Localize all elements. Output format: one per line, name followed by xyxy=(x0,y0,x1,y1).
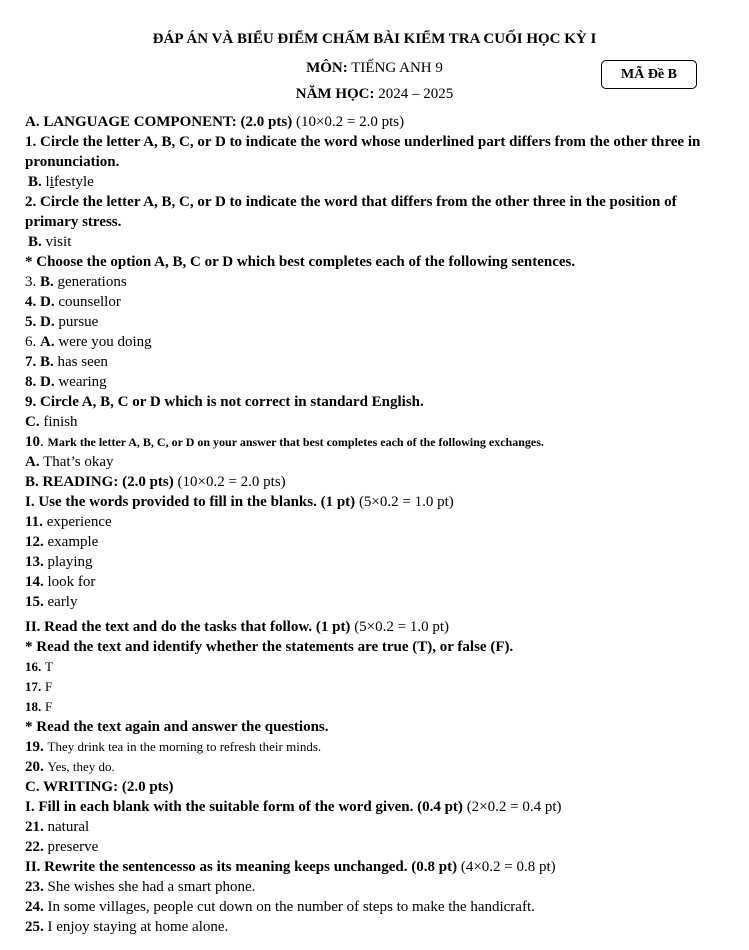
subject-value: TIẾNG ANH 9 xyxy=(351,60,443,76)
q10-answer xyxy=(25,452,705,472)
c-part2-answer-list xyxy=(25,877,705,937)
answer-letter: D. xyxy=(40,294,55,310)
answer-number: 15. xyxy=(25,594,44,610)
q10-number-sep: . xyxy=(40,434,44,450)
section-a-heading xyxy=(25,112,705,132)
answer-text: counsellor xyxy=(58,294,121,310)
answer-number-sep: . xyxy=(32,334,37,350)
c-part2-score: (4×0.2 = 0.8 pt) xyxy=(460,859,556,875)
q20-number: 20. xyxy=(25,759,44,775)
answer-text: has seen xyxy=(57,354,108,370)
answer-number: 14. xyxy=(25,574,44,590)
q9-instruction: 9. Circle A, B, C or D which is not correct in standard English. xyxy=(25,394,424,410)
answer-text: generations xyxy=(57,274,127,290)
answer-row xyxy=(25,837,705,857)
answer-letter: D. xyxy=(40,374,55,390)
answer-text: pursue xyxy=(58,314,99,330)
mc-answer-list xyxy=(25,272,705,392)
b-part2-heading xyxy=(25,617,705,637)
q1-letter: B. xyxy=(28,174,42,190)
q9-answer xyxy=(25,412,705,432)
answer-number: 11. xyxy=(25,514,43,530)
answer-text: I enjoy staying at home alone. xyxy=(47,919,229,935)
answer-row xyxy=(25,657,705,677)
answer-letter: A. xyxy=(40,334,55,350)
q20-text: Yes, they do. xyxy=(47,759,115,774)
c-part2-heading xyxy=(25,857,705,877)
q10-letter: A. xyxy=(25,454,40,470)
answer-letter: B. xyxy=(40,274,54,290)
q1-instruction: 1. Circle the letter A, B, C, or D to indicate the word whose underlined part differs from the other three in pronunciation. xyxy=(25,134,701,170)
q2-letter: B. xyxy=(28,234,42,250)
answer-row xyxy=(25,572,705,592)
answer-number: 25. xyxy=(25,919,44,935)
q2-word: visit xyxy=(45,234,72,250)
answer-letter: D. xyxy=(40,314,55,330)
answer-row xyxy=(25,897,705,917)
c-part2-title: II. Rewrite the sentencesso as its meaning keeps unchanged. (0.8 pt) xyxy=(25,859,458,875)
q1-word xyxy=(46,174,94,190)
year-line xyxy=(0,86,749,103)
answer-text: F xyxy=(45,699,53,714)
b-part1-answer-list xyxy=(25,512,705,612)
mc-answer-row xyxy=(25,312,705,332)
q10-instruction xyxy=(25,432,705,452)
answer-row xyxy=(25,552,705,572)
answer-text: were you doing xyxy=(58,334,152,350)
answer-text: look for xyxy=(47,574,96,590)
answer-row xyxy=(25,677,705,697)
q9-word: finish xyxy=(43,414,78,430)
c-part1-title: I. Fill in each blank with the suitable form of the word given. (0.4 pt) xyxy=(25,799,463,815)
qa-instruction: * Read the text again and answer the questions. xyxy=(25,719,329,735)
answer-row xyxy=(25,512,705,532)
q10-number: 10 xyxy=(25,434,40,450)
mc-answer-row xyxy=(25,372,705,392)
answer-number: 5. xyxy=(25,314,37,330)
answer-row xyxy=(25,817,705,837)
mc-answer-row xyxy=(25,272,705,292)
answer-text: natural xyxy=(47,819,90,835)
answer-number: 22. xyxy=(25,839,44,855)
answer-text: She wishes she had a smart phone. xyxy=(47,879,256,895)
b-part1-heading xyxy=(25,492,705,512)
answer-key-body xyxy=(25,112,705,937)
section-b-heading xyxy=(25,472,705,492)
answer-number: 16. xyxy=(25,659,42,674)
answer-row xyxy=(25,917,705,937)
answer-letter: B. xyxy=(40,354,54,370)
section-a-score: (10×0.2 = 2.0 pts) xyxy=(295,114,405,130)
answer-number: 24. xyxy=(25,899,44,915)
c-part1-heading xyxy=(25,797,705,817)
mc-answer-row xyxy=(25,352,705,372)
q1-word-prefix: l xyxy=(45,174,50,190)
answer-number: 3 xyxy=(25,274,33,290)
b-part1-title: I. Use the words provided to fill in the blanks. (1 pt) xyxy=(25,494,356,510)
section-b-title: B. READING: (2.0 pts) xyxy=(25,474,174,490)
answer-number: 12. xyxy=(25,534,44,550)
b-part2-score: (5×0.2 = 1.0 pt) xyxy=(354,619,450,635)
section-a-title: A. LANGUAGE COMPONENT: (2.0 pts) xyxy=(25,114,293,130)
mc-answer-row xyxy=(25,292,705,312)
answer-text: early xyxy=(47,594,78,610)
tf-instruction: * Read the text and identify whether the statements are true (T), or false (F). xyxy=(25,639,514,655)
q2-instruction: 2. Circle the letter A, B, C, or D to indicate the word that differs from the other three in the position of primary stress. xyxy=(25,194,677,230)
q19-answer xyxy=(25,737,705,757)
answer-number: 6 xyxy=(25,334,33,350)
answer-number: 18. xyxy=(25,699,42,714)
answer-row xyxy=(25,697,705,717)
document-title: ĐÁP ÁN VÀ BIỂU ĐIỂM CHẤM BÀI KIỂM TRA CUỐI HỌC KỲ I xyxy=(152,31,597,47)
q1-word-underlined: i xyxy=(49,174,54,190)
answer-number: 21. xyxy=(25,819,44,835)
q20-answer xyxy=(25,757,705,777)
answer-row xyxy=(25,532,705,552)
b-part1-score: (5×0.2 = 1.0 pt) xyxy=(358,494,454,510)
section-b-score: (10×0.2 = 2.0 pts) xyxy=(177,474,286,490)
answer-number: 7. xyxy=(25,354,37,370)
answer-text: T xyxy=(45,659,53,674)
mc-answer-row xyxy=(25,332,705,352)
subject-label: MÔN: xyxy=(306,60,348,76)
q9-letter: C. xyxy=(25,414,40,430)
answer-number: 4. xyxy=(25,294,37,310)
q19-number: 19. xyxy=(25,739,44,755)
answer-text: experience xyxy=(46,514,112,530)
answer-text: wearing xyxy=(58,374,107,390)
year-value: 2024 – 2025 xyxy=(378,86,454,102)
exam-code-badge: MÃ Đề B xyxy=(601,60,697,89)
answer-number-sep: . xyxy=(32,274,37,290)
q10-word: That’s okay xyxy=(43,454,114,470)
answer-number: 8. xyxy=(25,374,37,390)
c-part1-answer-list xyxy=(25,817,705,857)
q19-text: They drink tea in the morning to refresh their minds. xyxy=(47,739,322,754)
q1-answer xyxy=(25,172,705,192)
c-part1-score: (2×0.2 = 0.4 pt) xyxy=(466,799,562,815)
answer-text: example xyxy=(47,534,99,550)
answer-row xyxy=(25,877,705,897)
year-label: NĂM HỌC: xyxy=(295,86,375,102)
answer-number: 23. xyxy=(25,879,44,895)
choose-instruction: * Choose the option A, B, C or D which best completes each of the following sentences. xyxy=(25,254,576,270)
answer-text: In some villages, people cut down on the number of steps to make the handicraft. xyxy=(47,899,535,915)
q10-instruction-text: Mark the letter A, B, C, or D on your answer that best completes each of the following exchanges. xyxy=(47,435,544,449)
q2-answer xyxy=(25,232,705,252)
answer-number: 17. xyxy=(25,679,42,694)
b-part2-title: II. Read the text and do the tasks that follow. (1 pt) xyxy=(25,619,351,635)
answer-text: F xyxy=(45,679,53,694)
answer-text: playing xyxy=(47,554,93,570)
q1-word-suffix: festyle xyxy=(53,174,94,190)
tf-answer-list xyxy=(25,657,705,717)
answer-row xyxy=(25,592,705,612)
answer-text: preserve xyxy=(47,839,99,855)
answer-number: 13. xyxy=(25,554,44,570)
section-c-heading: C. WRITING: (2.0 pts) xyxy=(25,779,174,795)
